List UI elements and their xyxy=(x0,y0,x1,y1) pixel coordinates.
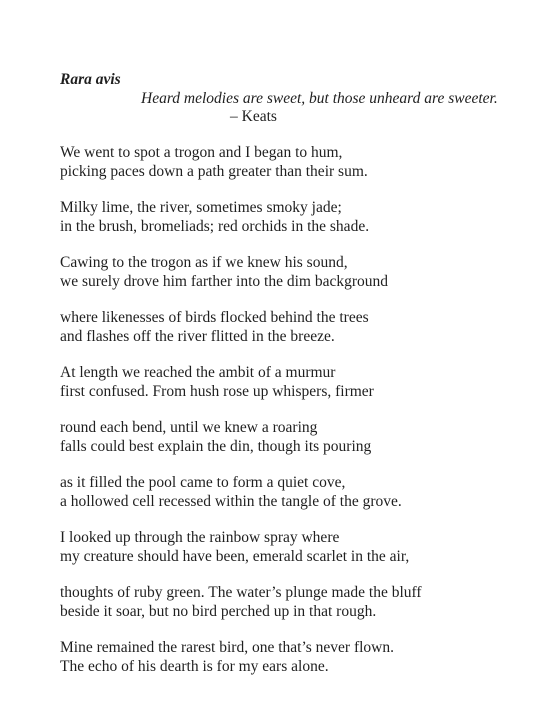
poem-line: We went to spot a trogon and I began to hum, xyxy=(60,144,343,161)
poem-line: a hollowed cell recessed within the tangle of the grove. xyxy=(60,492,402,510)
poem-line: first confused. From hush rose up whispers, firmer xyxy=(60,382,374,400)
stanza xyxy=(60,419,530,456)
stanza xyxy=(60,254,530,291)
poem-line: in the brush, bromeliads; red orchids in the shade. xyxy=(60,217,370,235)
poem-line: and flashes off the river flitted in the breeze. xyxy=(60,327,335,345)
poem-line: picking paces down a path greater than their sum. xyxy=(60,162,368,180)
poem-line: round each bend, until we knew a roaring xyxy=(60,419,318,436)
poem-line: Milky lime, the river, sometimes smoky jade; xyxy=(60,199,342,216)
poem-body xyxy=(60,144,530,694)
stanza xyxy=(60,199,530,236)
stanza xyxy=(60,309,530,346)
poem-line: At length we reached the ambit of a murmur xyxy=(60,364,336,381)
epigraph: Heard melodies are sweet, but those unheard are sweeter. xyxy=(141,90,498,107)
poem-line: beside it soar, but no bird perched up in that rough. xyxy=(60,602,377,620)
stanza xyxy=(60,529,530,566)
epigraph-attribution: – Keats xyxy=(230,108,277,125)
poem-line: we surely drove him farther into the dim background xyxy=(60,272,388,290)
poem-line: I looked up through the rainbow spray where xyxy=(60,529,340,546)
poem-line: Mine remained the rarest bird, one that’s never flown. xyxy=(60,639,394,656)
poem-line: as it filled the pool came to form a quiet cove, xyxy=(60,474,346,491)
poem-line: Cawing to the trogon as if we knew his sound, xyxy=(60,254,348,271)
poem-line: The echo of his dearth is for my ears alone. xyxy=(60,657,329,675)
stanza xyxy=(60,144,530,181)
stanza xyxy=(60,474,530,511)
poem-line: falls could best explain the din, though its pouring xyxy=(60,437,372,455)
poem-line: where likenesses of birds flocked behind the trees xyxy=(60,309,369,326)
stanza xyxy=(60,364,530,401)
poem-line: my creature should have been, emerald scarlet in the air, xyxy=(60,547,410,565)
poem-line: thoughts of ruby green. The water’s plunge made the bluff xyxy=(60,584,422,601)
stanza xyxy=(60,584,530,621)
stanza xyxy=(60,639,530,676)
poem-title: Rara avis xyxy=(60,71,121,88)
